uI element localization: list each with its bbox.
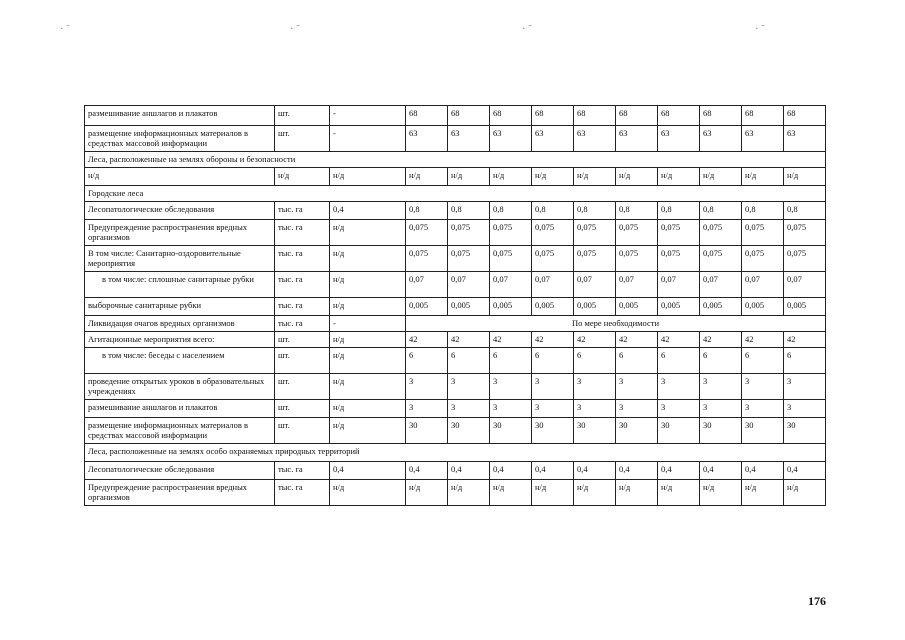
row-name <box>85 246 275 272</box>
year-value-cell: 0,075 <box>784 246 826 272</box>
year-value-cell: 42 <box>784 332 826 348</box>
year-value-cell: 42 <box>658 332 700 348</box>
year-value-cell: 0,075 <box>700 246 742 272</box>
year-value-cell: 0,8 <box>700 202 742 220</box>
year-value-cell: 0,4 <box>532 462 574 480</box>
year-value-cell: 6 <box>742 348 784 374</box>
unit-cell: шт. <box>275 374 330 400</box>
year-value-cell: 6 <box>574 348 616 374</box>
year-value-cell: 63 <box>742 126 784 152</box>
year-value-cell: 0,005 <box>658 298 700 316</box>
year-value-cell: 68 <box>616 106 658 126</box>
year-value-cell: 3 <box>742 374 784 400</box>
year-value-cell: 0,07 <box>448 272 490 298</box>
unit-cell: тыс. га <box>275 202 330 220</box>
year-value-cell: 0,075 <box>406 246 448 272</box>
year-value-cell: 3 <box>700 400 742 418</box>
year-value-cell: 3 <box>658 400 700 418</box>
year-value-cell: 0,005 <box>742 298 784 316</box>
scan-marks <box>0 24 905 36</box>
year-value-cell: 0,8 <box>574 202 616 220</box>
unit-cell: шт. <box>275 332 330 348</box>
table-row <box>85 126 826 152</box>
row-name <box>85 316 275 332</box>
year-value-cell: 30 <box>406 418 448 444</box>
year-value-cell: 30 <box>742 418 784 444</box>
year-value-cell: 0,005 <box>490 298 532 316</box>
year-value-cell: 0,8 <box>448 202 490 220</box>
row-name <box>85 418 275 444</box>
row-name-text: размешивание аншлагов и плакатов <box>88 402 218 412</box>
year-value-cell: н/д <box>490 480 532 506</box>
year-value-cell: 3 <box>784 400 826 418</box>
year-value-cell: н/д <box>448 480 490 506</box>
year-value-cell: 0,075 <box>532 246 574 272</box>
table-row <box>85 246 826 272</box>
base-value-cell: н/д <box>330 332 406 348</box>
base-value-cell: н/д <box>330 168 406 186</box>
base-value-cell: - <box>330 106 406 126</box>
year-value-cell: 0,075 <box>658 246 700 272</box>
table-row <box>85 220 826 246</box>
year-value-cell: 30 <box>658 418 700 444</box>
unit-cell: н/д <box>275 168 330 186</box>
year-value-cell: 0,005 <box>784 298 826 316</box>
section-row <box>85 186 826 202</box>
year-value-cell: 68 <box>700 106 742 126</box>
page-number: 176 <box>808 594 826 608</box>
year-value-cell: 0,8 <box>742 202 784 220</box>
year-value-cell: н/д <box>616 480 658 506</box>
table-row <box>85 316 826 332</box>
year-value-cell: 63 <box>490 126 532 152</box>
unit-cell: шт. <box>275 348 330 374</box>
year-value-cell: 42 <box>406 332 448 348</box>
table-body <box>85 106 826 506</box>
row-name-text: Предупреждение распространения вредных организмов <box>88 222 248 242</box>
row-name <box>85 462 275 480</box>
year-value-cell: 63 <box>406 126 448 152</box>
row-name <box>85 126 275 152</box>
year-value-cell: 3 <box>406 374 448 400</box>
merged-note-cell: По мере необходимости <box>406 316 826 332</box>
year-value-cell: н/д <box>784 168 826 186</box>
year-value-cell: 68 <box>448 106 490 126</box>
year-value-cell: 0,075 <box>616 246 658 272</box>
year-value-cell: 63 <box>616 126 658 152</box>
row-name-text: Ликвидация очагов вредных организмов <box>88 318 235 328</box>
year-value-cell: 68 <box>742 106 784 126</box>
base-value-cell: н/д <box>330 246 406 272</box>
table-row <box>85 348 826 374</box>
year-value-cell: 0,07 <box>574 272 616 298</box>
table-row <box>85 106 826 126</box>
year-value-cell: 0,075 <box>490 220 532 246</box>
row-name-text: проведение открытых уроков в образовательных учреждениях <box>88 376 265 396</box>
table-row <box>85 400 826 418</box>
year-value-cell: 3 <box>490 400 532 418</box>
year-value-cell: 0,005 <box>532 298 574 316</box>
year-value-cell: 0,075 <box>658 220 700 246</box>
year-value-cell: 30 <box>574 418 616 444</box>
row-name <box>85 348 275 374</box>
row-name-text: размещение информационных материалов в средствах массовой информации <box>88 128 248 148</box>
year-value-cell: 0,8 <box>532 202 574 220</box>
year-value-cell: 3 <box>616 374 658 400</box>
year-value-cell: 63 <box>700 126 742 152</box>
year-value-cell: 0,075 <box>700 220 742 246</box>
year-value-cell: 0,005 <box>616 298 658 316</box>
row-name <box>85 220 275 246</box>
year-value-cell: 42 <box>532 332 574 348</box>
year-value-cell: 0,4 <box>742 462 784 480</box>
year-value-cell: н/д <box>700 168 742 186</box>
row-name <box>85 374 275 400</box>
base-value-cell: н/д <box>330 220 406 246</box>
table-row <box>85 480 826 506</box>
row-name-text: Агитационные мероприятия всего: <box>88 334 215 344</box>
scan-mark: ·˜ <box>522 24 535 35</box>
year-value-cell: 0,005 <box>406 298 448 316</box>
year-value-cell: 42 <box>742 332 784 348</box>
row-name <box>85 480 275 506</box>
year-value-cell: 3 <box>658 374 700 400</box>
row-name-text: размещение информационных материалов в средствах массовой информации <box>88 420 248 440</box>
year-value-cell: 3 <box>574 374 616 400</box>
row-name <box>85 272 275 298</box>
row-name <box>85 202 275 220</box>
row-name-text: Лесопатологические обследования <box>88 204 215 214</box>
year-value-cell: н/д <box>574 168 616 186</box>
year-value-cell: 0,8 <box>490 202 532 220</box>
year-value-cell: 42 <box>448 332 490 348</box>
base-value-cell: н/д <box>330 418 406 444</box>
unit-cell: тыс. га <box>275 462 330 480</box>
year-value-cell: н/д <box>742 168 784 186</box>
table-row <box>85 168 826 186</box>
year-value-cell: 0,005 <box>574 298 616 316</box>
year-value-cell: н/д <box>658 168 700 186</box>
base-value-cell: - <box>330 316 406 332</box>
year-value-cell: н/д <box>574 480 616 506</box>
unit-cell: шт. <box>275 418 330 444</box>
row-name <box>85 332 275 348</box>
year-value-cell: 42 <box>574 332 616 348</box>
year-value-cell: 0,4 <box>700 462 742 480</box>
table-row <box>85 374 826 400</box>
year-value-cell: 0,07 <box>742 272 784 298</box>
year-value-cell: 0,4 <box>490 462 532 480</box>
table-row <box>85 418 826 444</box>
unit-cell: тыс. га <box>275 298 330 316</box>
base-value-cell: 0,4 <box>330 202 406 220</box>
year-value-cell: 3 <box>490 374 532 400</box>
row-name <box>85 298 275 316</box>
year-value-cell: 30 <box>784 418 826 444</box>
year-value-cell: 0,4 <box>658 462 700 480</box>
year-value-cell: 6 <box>490 348 532 374</box>
forest-protection-table <box>84 105 826 506</box>
year-value-cell: 6 <box>784 348 826 374</box>
base-value-cell: н/д <box>330 348 406 374</box>
year-value-cell: 0,075 <box>742 246 784 272</box>
year-value-cell: н/д <box>490 168 532 186</box>
year-value-cell: 0,4 <box>616 462 658 480</box>
year-value-cell: 0,075 <box>532 220 574 246</box>
row-name-text: Предупреждение распространения вредных организмов <box>88 482 248 502</box>
year-value-cell: н/д <box>448 168 490 186</box>
year-value-cell: 3 <box>784 374 826 400</box>
table-row <box>85 332 826 348</box>
section-row <box>85 152 826 168</box>
base-value-cell: н/д <box>330 272 406 298</box>
year-value-cell: 3 <box>700 374 742 400</box>
year-value-cell: 30 <box>616 418 658 444</box>
row-name-text: размешивание аншлагов и плакатов <box>88 108 218 118</box>
year-value-cell: 6 <box>700 348 742 374</box>
year-value-cell: 3 <box>532 374 574 400</box>
year-value-cell: н/д <box>700 480 742 506</box>
year-value-cell: 68 <box>574 106 616 126</box>
year-value-cell: 0,075 <box>574 246 616 272</box>
year-value-cell: 0,07 <box>406 272 448 298</box>
year-value-cell: 0,8 <box>658 202 700 220</box>
year-value-cell: 30 <box>448 418 490 444</box>
year-value-cell: 0,8 <box>784 202 826 220</box>
unit-cell: тыс. га <box>275 246 330 272</box>
row-name-text: н/д <box>88 170 100 180</box>
year-value-cell: 3 <box>532 400 574 418</box>
year-value-cell: 0,07 <box>532 272 574 298</box>
year-value-cell: 0,075 <box>448 220 490 246</box>
section-row <box>85 444 826 462</box>
year-value-cell: 68 <box>406 106 448 126</box>
year-value-cell: 3 <box>574 400 616 418</box>
base-value-cell: 0,4 <box>330 462 406 480</box>
year-value-cell: 68 <box>658 106 700 126</box>
year-value-cell: 0,4 <box>574 462 616 480</box>
year-value-cell: 30 <box>532 418 574 444</box>
year-value-cell: 0,075 <box>574 220 616 246</box>
year-value-cell: 0,075 <box>448 246 490 272</box>
year-value-cell: н/д <box>616 168 658 186</box>
row-name-text: Лесопатологические обследования <box>88 464 215 474</box>
unit-cell: шт. <box>275 126 330 152</box>
year-value-cell: 0,07 <box>658 272 700 298</box>
year-value-cell: 63 <box>784 126 826 152</box>
year-value-cell: 0,075 <box>616 220 658 246</box>
row-name <box>85 168 275 186</box>
row-name <box>85 400 275 418</box>
scan-mark: ·˜ <box>60 24 73 35</box>
year-value-cell: н/д <box>532 168 574 186</box>
year-value-cell: 42 <box>490 332 532 348</box>
year-value-cell: 6 <box>532 348 574 374</box>
year-value-cell: н/д <box>532 480 574 506</box>
base-value-cell: н/д <box>330 400 406 418</box>
base-value-cell: н/д <box>330 480 406 506</box>
year-value-cell: 63 <box>658 126 700 152</box>
row-name <box>85 106 275 126</box>
year-value-cell: 68 <box>784 106 826 126</box>
year-value-cell: 0,005 <box>448 298 490 316</box>
row-name-text: В том числе: Санитарно-оздоровительные мероприятия <box>88 248 241 268</box>
year-value-cell: н/д <box>406 480 448 506</box>
year-value-cell: 0,4 <box>784 462 826 480</box>
base-value-cell: - <box>330 126 406 152</box>
year-value-cell: 68 <box>490 106 532 126</box>
section-title: Леса, расположенные на землях особо охраняемых природных территорий <box>85 444 826 462</box>
year-value-cell: 68 <box>532 106 574 126</box>
year-value-cell: 63 <box>448 126 490 152</box>
unit-cell: тыс. га <box>275 272 330 298</box>
scan-mark: ·˜ <box>290 24 303 35</box>
unit-cell: тыс. га <box>275 316 330 332</box>
year-value-cell: 30 <box>700 418 742 444</box>
scan-mark: ·˜ <box>755 24 768 35</box>
year-value-cell: 0,075 <box>742 220 784 246</box>
year-value-cell: 0,4 <box>406 462 448 480</box>
year-value-cell: 0,005 <box>700 298 742 316</box>
table-row <box>85 462 826 480</box>
row-name-text: в том числе: сплошные санитарные рубки <box>102 274 254 284</box>
year-value-cell: 3 <box>742 400 784 418</box>
year-value-cell: 63 <box>532 126 574 152</box>
row-name-text: в том числе: беседы с населением <box>102 350 225 360</box>
year-value-cell: 0,07 <box>490 272 532 298</box>
year-value-cell: 30 <box>490 418 532 444</box>
year-value-cell: 0,8 <box>406 202 448 220</box>
unit-cell: тыс. га <box>275 220 330 246</box>
table-row <box>85 298 826 316</box>
year-value-cell: н/д <box>784 480 826 506</box>
base-value-cell: н/д <box>330 298 406 316</box>
year-value-cell: 0,07 <box>700 272 742 298</box>
year-value-cell: 0,075 <box>406 220 448 246</box>
year-value-cell: 0,07 <box>616 272 658 298</box>
unit-cell: шт. <box>275 106 330 126</box>
year-value-cell: 6 <box>616 348 658 374</box>
section-title: Леса, расположенные на землях обороны и безопасности <box>85 152 826 168</box>
unit-cell: шт. <box>275 400 330 418</box>
year-value-cell: н/д <box>406 168 448 186</box>
year-value-cell: 63 <box>574 126 616 152</box>
year-value-cell: 3 <box>616 400 658 418</box>
year-value-cell: 3 <box>406 400 448 418</box>
year-value-cell: 3 <box>448 400 490 418</box>
year-value-cell: 6 <box>406 348 448 374</box>
year-value-cell: 6 <box>448 348 490 374</box>
year-value-cell: 0,4 <box>448 462 490 480</box>
row-name-text: выборочные санитарные рубки <box>88 300 202 310</box>
year-value-cell: 42 <box>616 332 658 348</box>
unit-cell: тыс. га <box>275 480 330 506</box>
section-title: Городские леса <box>85 186 826 202</box>
table-row <box>85 202 826 220</box>
year-value-cell: 0,8 <box>616 202 658 220</box>
table-row <box>85 272 826 298</box>
year-value-cell: н/д <box>742 480 784 506</box>
year-value-cell: 0,07 <box>784 272 826 298</box>
year-value-cell: 0,075 <box>490 246 532 272</box>
year-value-cell: 3 <box>448 374 490 400</box>
year-value-cell: 6 <box>658 348 700 374</box>
year-value-cell: 0,075 <box>784 220 826 246</box>
year-value-cell: 42 <box>700 332 742 348</box>
year-value-cell: н/д <box>658 480 700 506</box>
base-value-cell: н/д <box>330 374 406 400</box>
